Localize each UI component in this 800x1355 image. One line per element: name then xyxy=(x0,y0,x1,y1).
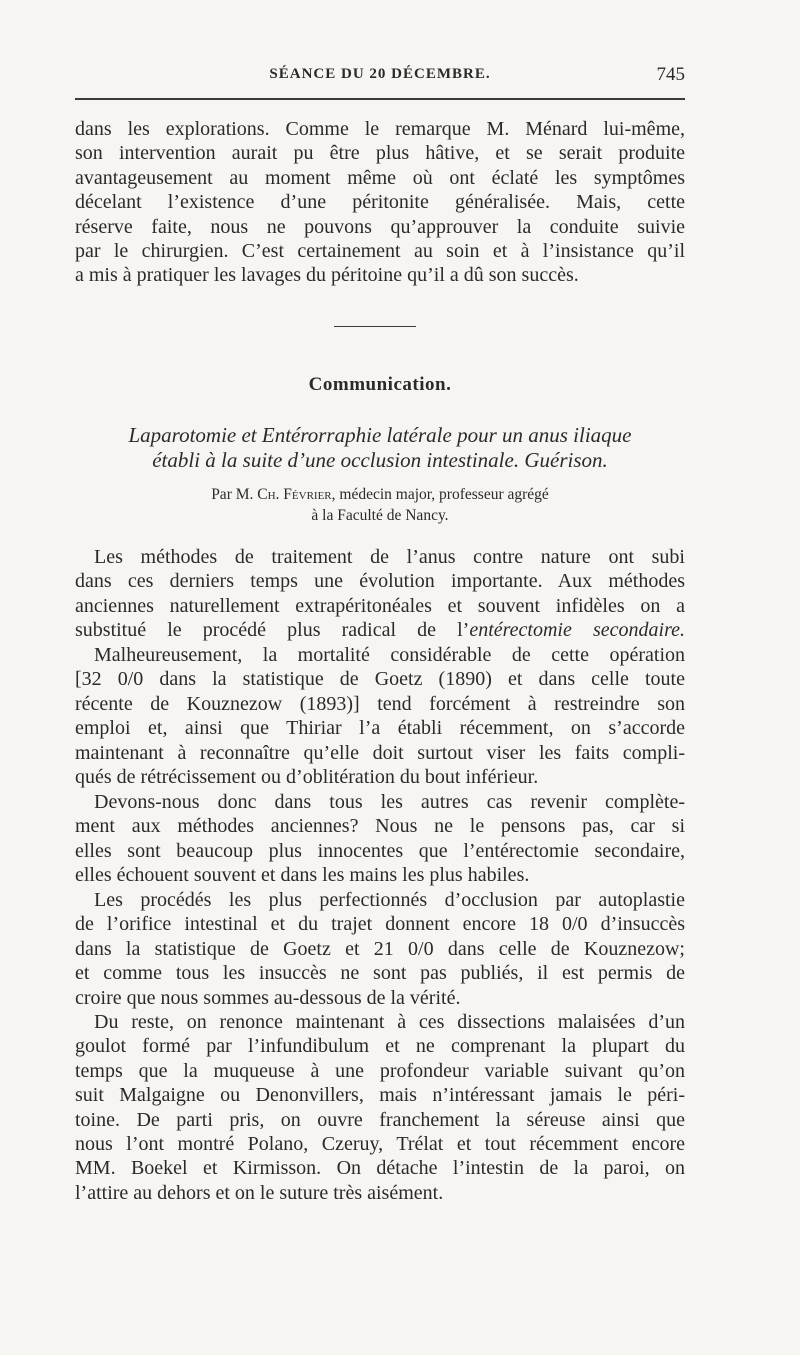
text-fragment: substitué le procédé plus radical de l’ xyxy=(75,619,470,642)
body-paragraph xyxy=(75,888,685,1010)
text-line: emploi et, ainsi que Thiriar l’a établi récemment, on s’accorde xyxy=(75,717,685,740)
text-line: dans les explorations. Comme le remarque M. Ménard lui-même, xyxy=(75,118,685,140)
text-line: décelant l’existence d’une péritonite généralisée. Mais, cette xyxy=(75,191,685,214)
article-title-line: établi à la suite d’une occlusion intestinale. Guérison. xyxy=(152,448,608,472)
byline xyxy=(75,484,685,526)
text-line: elles sont beaucoup plus innocentes que l’entérectomie secondaire, xyxy=(75,839,685,862)
page-number: 745 xyxy=(656,64,685,85)
text-line: par le chirurgien. C’est certainement au soin et à l’insistance qu’il xyxy=(75,240,685,263)
running-head: SÉANCE DU 20 DÉCEMBRE. xyxy=(269,66,491,82)
text-line: qués de rétrécissement ou d’oblitération du bout inférieur. xyxy=(75,766,539,789)
text-line: Du reste, on renonce maintenant à ces dissections malaisées d’un xyxy=(94,1011,685,1033)
text-line: [32 0/0 dans la statistique de Goetz (1890) et dans celle toute xyxy=(75,668,685,691)
byline-affiliation: à la Faculté de Nancy. xyxy=(311,507,449,524)
text-line: Les procédés les plus perfectionnés d’occlusion par autoplastie xyxy=(94,889,685,911)
text-line: croire que nous sommes au-dessous de la vérité. xyxy=(75,986,461,1009)
text-line: son intervention aurait pu être plus hâtive, et se serait produite xyxy=(75,142,685,165)
text-line: de l’orifice intestinal et du trajet donnent encore 18 0/0 d’insuccès xyxy=(75,913,685,936)
text-line: MM. Boekel et Kirmisson. On détache l’intestin de la paroi, on xyxy=(75,1157,685,1180)
section-title: Communication. xyxy=(308,374,452,395)
author-name: Ch. Février xyxy=(257,486,332,503)
body-paragraph xyxy=(75,545,685,643)
byline-prefix: Par M. xyxy=(211,486,258,503)
text-line: elles échouent souvent et dans les mains les plus habiles. xyxy=(75,864,530,887)
section-divider xyxy=(334,326,416,327)
header-rule xyxy=(75,98,685,100)
text-line: l’attire au dehors et on le suture très aisément. xyxy=(75,1181,444,1204)
text-line: Devons-nous donc dans tous les autres cas revenir complète- xyxy=(94,791,685,813)
text-line: réserve faite, nous ne pouvons qu’approuver la conduite suivie xyxy=(75,215,685,238)
continuation-paragraph xyxy=(75,117,685,288)
body-paragraph xyxy=(75,643,685,789)
text-line: récente de Kouznezow (1893)] tend forcément à restreindre son xyxy=(75,692,685,715)
text-line: et comme tous les insuccès ne sont pas publiés, il est permis de xyxy=(75,962,685,985)
emphasis-text: entérectomie secondaire. xyxy=(469,619,685,642)
page-header xyxy=(75,64,685,88)
article-title xyxy=(75,423,685,473)
text-line: anciennes naturellement extrapéritonéales et souvent infidèles on a xyxy=(75,594,685,617)
author-role: , médecin major, professeur agrégé xyxy=(331,486,549,503)
text-line: ment aux méthodes anciennes? Nous ne le pensons pas, car si xyxy=(75,815,685,838)
text-line: toine. De parti pris, on ouvre franchement la séreuse ainsi que xyxy=(75,1108,685,1131)
text-line: temps que la muqueuse à une profondeur variable suivant qu’on xyxy=(75,1059,685,1082)
body-paragraph xyxy=(75,790,685,888)
text-line xyxy=(75,618,685,642)
text-line: a mis à pratiquer les lavages du péritoine qu’il a dû son succès. xyxy=(75,264,579,287)
text-line: Malheureusement, la mortalité considérable de cette opération xyxy=(94,644,685,666)
text-line: maintenant à reconnaître qu’elle doit surtout viser les faits compli- xyxy=(75,741,685,764)
text-line: dans ces derniers temps une évolution importante. Aux méthodes xyxy=(75,570,685,593)
byline-line xyxy=(75,484,685,505)
article-title-line: Laparotomie et Entérorraphie latérale pour un anus iliaque xyxy=(128,423,632,447)
text-line: Les méthodes de traitement de l’anus contre nature ont subi xyxy=(94,546,685,568)
body-paragraph xyxy=(75,1010,685,1205)
text-line: avantageusement au moment même où ont éclaté les symptômes xyxy=(75,166,685,189)
text-line: dans la statistique de Goetz et 21 0/0 dans celle de Kouznezow; xyxy=(75,937,685,960)
text-line: suit Malgaigne ou Denonvillers, mais n’intéressant jamais le péri- xyxy=(75,1084,685,1107)
text-line: goulot formé par l’infundibulum et ne comprenant la plupart du xyxy=(75,1035,685,1058)
text-line: nous l’ont montré Polano, Czeruy, Trélat et tout récemment encore xyxy=(75,1133,685,1156)
